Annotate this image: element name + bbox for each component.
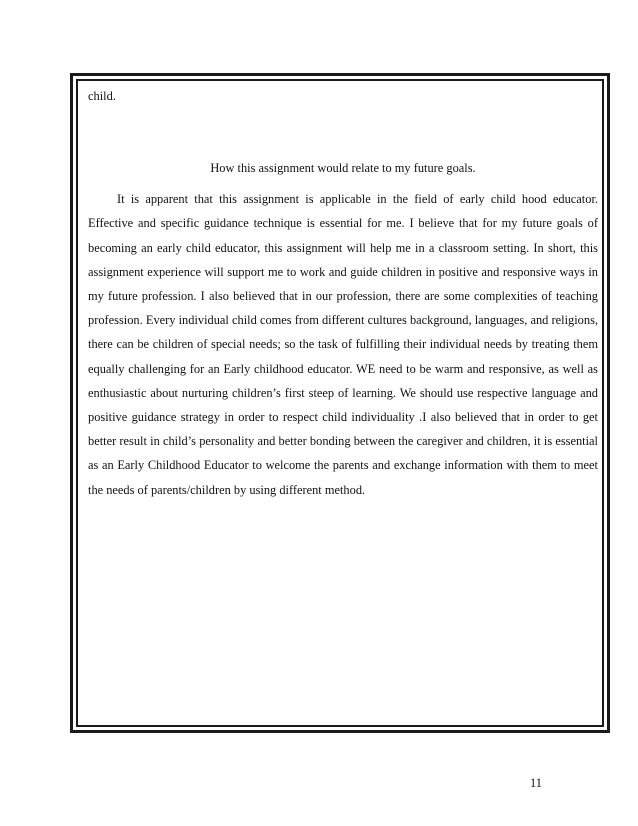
section-heading: How this assignment would relate to my future goals. xyxy=(210,161,476,176)
continued-text: child. xyxy=(88,89,116,103)
document-body xyxy=(88,84,598,502)
body-paragraph: It is apparent that this assignment is applicable in the field of early child hood educator. Effective and specific guidance technique is essential for me. I believe that for my future goals of becoming an early child educator, this assignment will help me in a classroom setting. In short, this assignment experience will support me to work and guide children in positive and responsive ways in my future profession. I also believed that in our profession, there are some complexities of teaching profession. Every individual child comes from different cultures background, languages, and religions, there can be children of special needs; so the task of fulfilling their individual needs by treating them equally challenging for an Early childhood educator. WE need to be warm and responsive, as well as enthusiastic about nurturing children’s first steep of learning. We should use respective language and positive guidance strategy in order to respect child individuality .I also believed that in order to get better result in child’s personality and better bonding between the caregiver and children, it is essential as an Early Childhood Educator to welcome the parents and exchange information with them to meet the needs of parents/children by using different method. xyxy=(88,192,598,497)
page-number: 11 xyxy=(530,776,542,790)
